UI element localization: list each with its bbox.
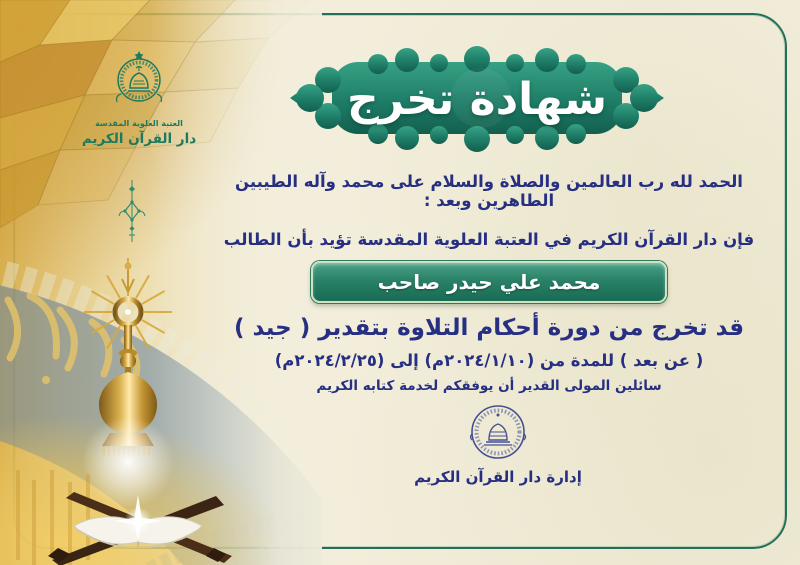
title-banner [286,46,668,152]
divider-ornament-icon [114,178,150,244]
period-line: ( عن بعد ) للمدة من (٢٠٢٤/١/١٠م) إلى (٢٠٢٤/٢/٢٥م) [274,351,704,370]
student-name-pill [311,261,667,303]
preamble-line: الحمد لله رب العالمين والصلاة والسلام على محمد وآله الطيبين الطاهرين وبعد : [235,172,743,210]
logo-emblem-icon [109,50,169,114]
certificate-body [196,168,782,486]
official-seal-icon [461,402,535,466]
organization-name: دار القرآن الكريم [81,131,197,147]
organization-logo [78,50,200,147]
seal-block [205,402,791,486]
attestation-line: فإن دار القرآن الكريم في العتبة العلوية المقدسة تؤيد بأن الطالب [223,230,755,249]
shrine-name: العتبة العلوية المقدسة [95,119,183,128]
certificate-title: شهادة تخرج [346,73,608,125]
student-name: محمد علي حيدر صاحب [377,270,601,294]
closing-prayer: سائلين المولى القدير أن يوفقكم لخدمة كتابه الكريم [316,378,662,394]
graduation-line: قد تخرج من دورة أحكام التلاوة بتقدير ( جيد ) [233,315,745,341]
issuer-signature: إدارة دار القرآن الكريم [414,468,582,486]
